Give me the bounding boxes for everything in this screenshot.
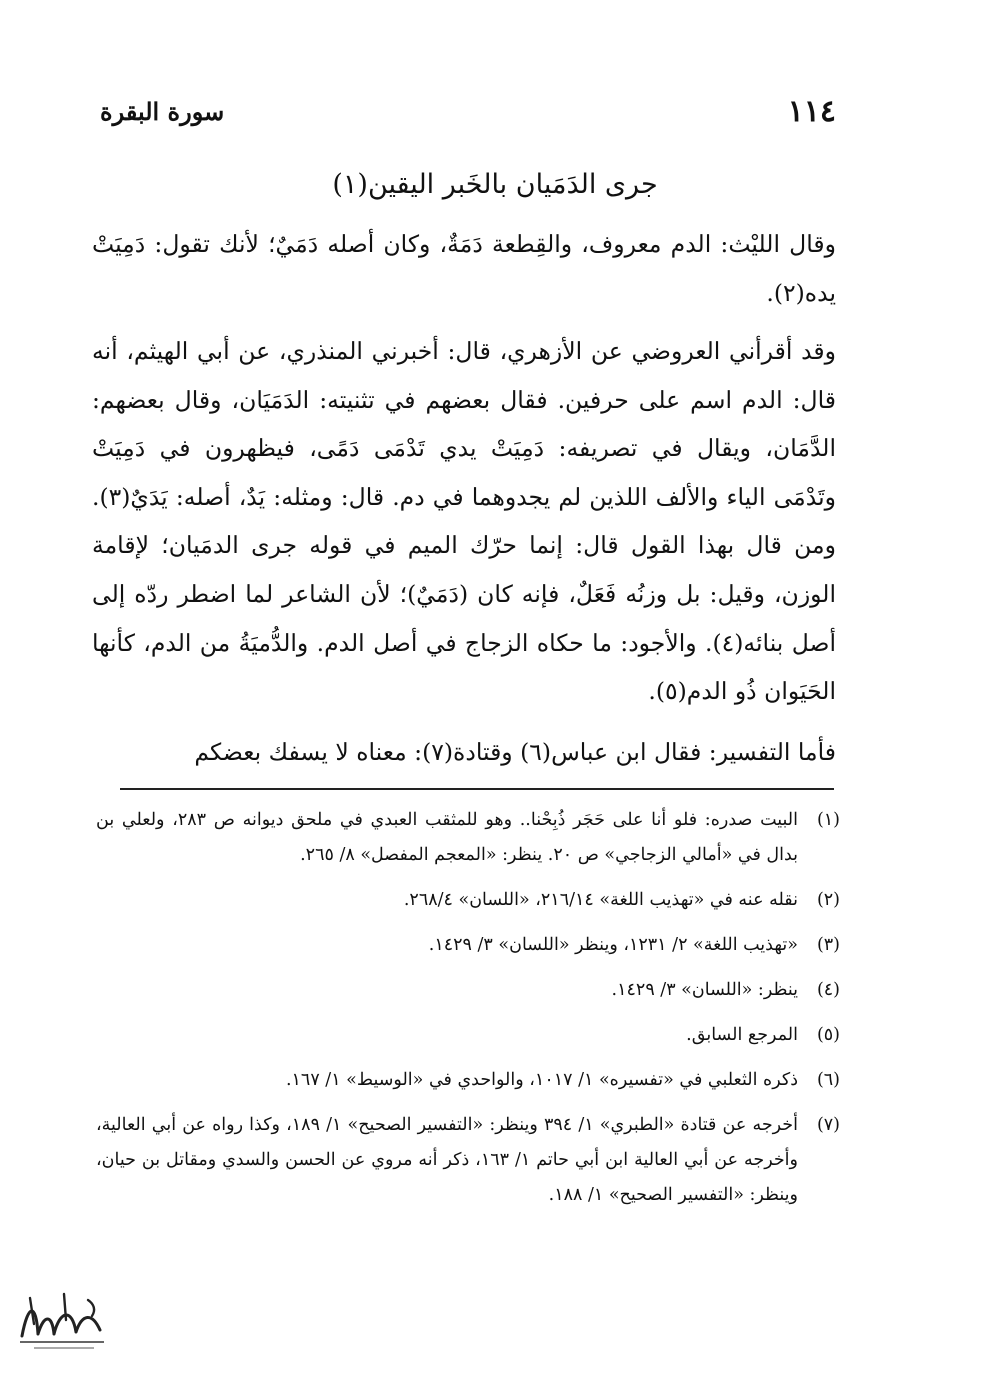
footnote-text: البيت صدره: فلو أنا على حَجَر ذُبِحْنا.. وهو للمثقب العبدي في ملحق ديوانه ص ٢٨٣، ولعلي بن بدال في «أمالي الزجاجي» ص ٢٠. ينظر: «المعجم المفصل» ٨/ ٢٦٥. xyxy=(96,810,799,865)
footnote-item xyxy=(96,1108,840,1213)
footnote-item xyxy=(96,1063,840,1098)
footnote-text: «تهذيب اللغة» ٢/ ١٢٣١، وينظر «اللسان» ٣/ ١٤٢٩. xyxy=(428,935,798,955)
footnote-item xyxy=(96,803,840,873)
footnote-text: ينظر: «اللسان» ٣/ ١٤٢٩. xyxy=(611,980,798,1000)
calligraphy-logo-icon xyxy=(14,1284,110,1354)
footnote-number: (٧) xyxy=(816,1115,840,1135)
footnote-text: نقله عنه في «تهذيب اللغة» ٢١٦/١٤، «اللسان» ٢٦٨/٤. xyxy=(403,890,798,910)
footnote-number: (٥) xyxy=(816,1025,840,1045)
page-number: ١١٤ xyxy=(787,94,836,129)
footnote-number: (٣) xyxy=(816,935,840,955)
footnote-number: (٦) xyxy=(816,1070,840,1090)
footnote-number: (٢) xyxy=(816,890,840,910)
footnotes xyxy=(96,803,840,1223)
footnote-text: المرجع السابق. xyxy=(686,1025,798,1045)
footnote-number: (١) xyxy=(816,810,840,830)
footnote-item xyxy=(96,928,840,963)
footnote-item xyxy=(96,973,840,1008)
poetry-verse: جرى الدَمَيان بالخَبر اليقين(١) xyxy=(332,169,658,200)
running-header-title: سورة البقرة xyxy=(100,97,225,126)
footnote-text: ذكره الثعلبي في «تفسيره» ١/ ١٠١٧، والواحدي في «الوسيط» ١/ ١٦٧. xyxy=(285,1070,798,1090)
footnote-divider xyxy=(120,788,834,790)
paragraph-2: وقد أقرأني العروضي عن الأزهري، قال: أخبرني المنذري، عن أبي الهيثم، أنه قال: الدم اسم على حرفين. فقال بعضهم في تثنيته: الدَمَيَان، وقال بعضهم: الدَّمَان، ويقال في تصريفه: دَمِيَتْ يدي تَدْمَى دَمًى، فيظهرون في دَمِيَتْ وتَدْمَى الياء والألف اللذين لم يجدوهما في دم. قال: ومثله: يَدٌ، أصله: يَدَيٌ(٣). ومن قال بهذا القول قال: إنما حرّك الميم في قوله جرى الدمَيان؛ لإقامة الوزن، وقيل: بل وزنُه فَعَلٌ، فإنه كان (دَمَيٌ)؛ لأن الشاعر لما اضطر ردّه إلى أصل بنائه(٤). والأجود: ما حكاه الزجاج في أصل الدم. والدُّميَةُ من الدم، كأنها الحَيَوان ذُو الدم(٥). xyxy=(92,337,837,706)
footnote-item xyxy=(96,1018,840,1053)
footnote-item xyxy=(96,883,840,918)
footnote-number: (٤) xyxy=(816,980,840,1000)
footnote-text: أخرجه عن قتادة «الطبري» ١/ ٣٩٤ وينظر: «التفسير الصحيح» ١/ ١٨٩، وكذا رواه عن أبي العالية، وأخرجه عن أبي العالية ابن أبي حاتم ١/ ١٦٣، ذكر أنه مروي عن الحسن والسدي ومقاتل بن حيان، وينظر: «التفسير الصحيح» ١/ ١٨٨. xyxy=(96,1115,798,1205)
paragraph-3: فأما التفسير: فقال ابن عباس(٦) وقتادة(٧): معناه لا يسفك بعضكم xyxy=(194,738,836,766)
paragraph-1: وقال الليْث: الدم معروف، والقِطعة دَمَةٌ، وكان أصله دَمَيٌ؛ لأنك تقول: دَمِيَتْ يده(٢). xyxy=(92,230,836,307)
